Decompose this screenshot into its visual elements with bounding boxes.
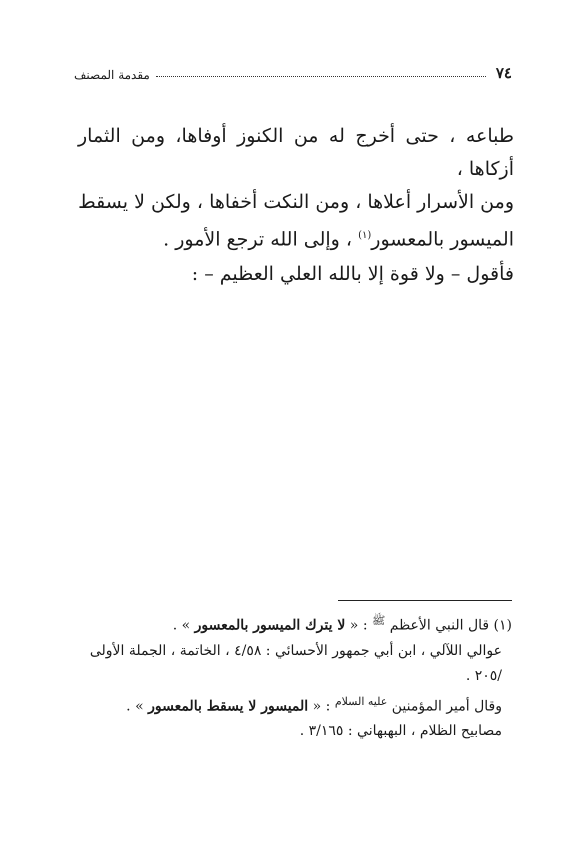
footnote-marker[interactable]: (١) [358, 230, 372, 241]
body-line: ومن الأسرار أعلاها ، ومن النكت أخفاها ، ولكن لا يسقط [78, 191, 514, 213]
footnote-separator [338, 600, 512, 601]
running-title: مقدمة المصنف [74, 68, 150, 82]
footnote-text: » . [126, 698, 149, 715]
body-line: طباعه ، حتى أخرج له من الكنوز أوفاها، ومن الثمار أزكاها ، [78, 125, 514, 180]
footnote-2 [62, 689, 512, 720]
main-text [78, 120, 514, 291]
footnotes [62, 608, 512, 744]
salutation-glyph: ﷺ [372, 614, 386, 627]
body-line: فأقول – ولا قوة إلا بالله العلي العظيم – : [191, 263, 514, 286]
footnote-source: عوالي اللآلي ، ابن أبي جمهور الأحسائي : ٤/٥٨ ، الخاتمة ، الجملة الأولى [89, 642, 502, 659]
page-number: ٧٤ [495, 64, 512, 82]
body-line-part: ، وإلى الله ترجع الأمور . [163, 228, 359, 251]
footnote-text: » . [172, 617, 195, 634]
hadith-quote: الميسور لا يسقط بالمعسور [148, 698, 309, 715]
body-line [78, 219, 514, 256]
footnote-1 [62, 608, 512, 639]
salutation-glyph: عليه السلام [334, 694, 388, 708]
hadith-quote: لا يترك الميسور بالمعسور [194, 617, 346, 634]
footnote-text: وقال أمير المؤمنين [387, 698, 502, 715]
footnote-source: مصابيح الظلام ، البهبهاني : ٣/١٦٥ . [299, 723, 502, 740]
footnote-source: /٢٠٥ . [465, 667, 502, 684]
footnote-text: : « [308, 698, 335, 715]
header-dotted-leader [156, 75, 486, 77]
page-header [74, 60, 512, 82]
body-line-part: الميسور بالمعسور [371, 228, 514, 251]
footnote-text: (١) قال النبي الأعظم [385, 617, 512, 634]
footnote-text: : « [345, 617, 372, 634]
